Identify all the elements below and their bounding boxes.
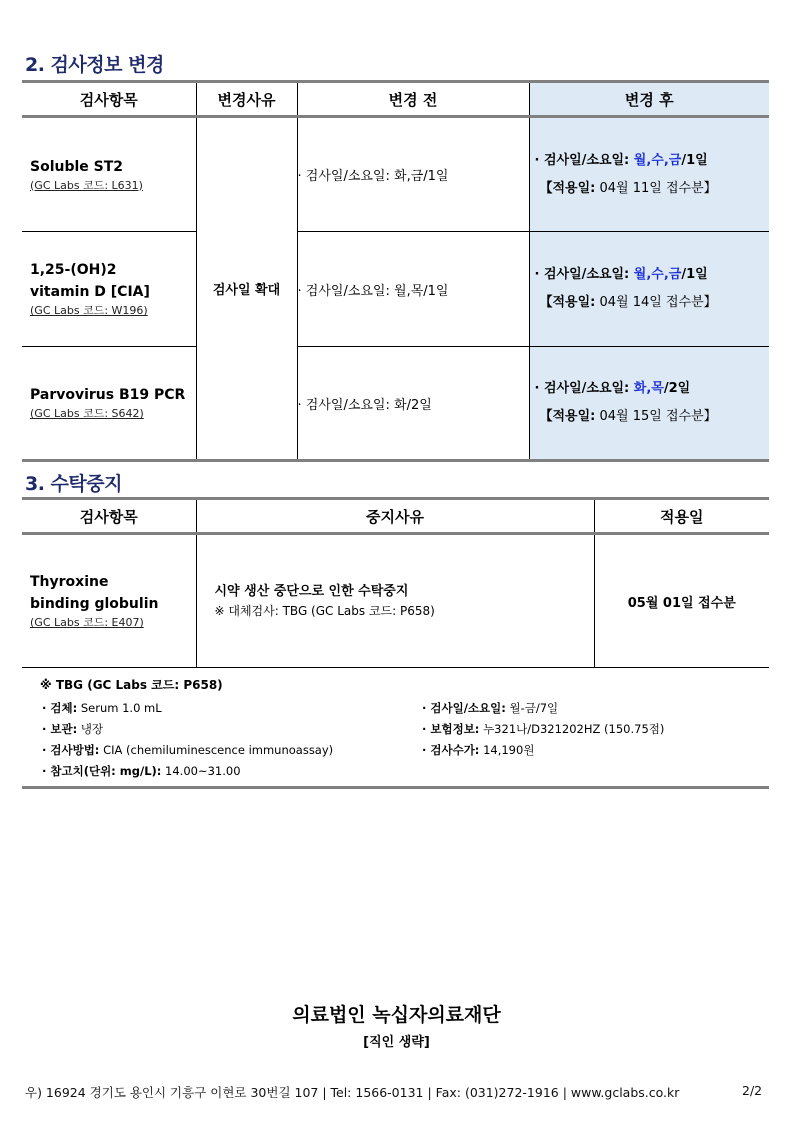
after-label: · 검사일/소요일: [534, 381, 634, 396]
note-label: · 검사수가: [422, 743, 480, 757]
note-value: CIA (chemiluminescence immunoassay) [99, 743, 334, 757]
table-row [22, 534, 769, 668]
after-days: 화,목 [633, 381, 664, 396]
change-info-table [22, 80, 769, 462]
header-suspend-reason: 중지사유 [196, 499, 594, 534]
test-name: Soluble ST2 [30, 158, 124, 175]
test-name: Thyroxine [30, 574, 109, 590]
note-specimen [42, 700, 162, 716]
test-item-cell [22, 232, 196, 347]
apply-value: 04월 15일 접수분】 [595, 409, 717, 424]
seal-note: [직인 생략] [363, 1035, 430, 1050]
apply-label: 【적용일: [539, 409, 596, 424]
note-value: 14,190원 [479, 743, 535, 757]
suspend-reason: 시약 생산 중단으로 인한 수탁중지 [214, 584, 409, 599]
apply-date [530, 178, 770, 200]
apply-value: 04월 14일 접수분】 [595, 295, 717, 310]
header-apply-date: 적용일 [594, 499, 769, 534]
test-code: (GC Labs 코드: W196) [30, 304, 148, 317]
test-item-cell [22, 117, 196, 232]
apply-value: 04월 11일 접수분】 [595, 180, 717, 196]
after-schedule [530, 378, 770, 400]
after-duration: /1일 [681, 267, 708, 282]
test-name-line2: vitamin D [CIA] [30, 284, 150, 300]
test-code: (GC Labs 코드: S642) [30, 407, 144, 420]
note-label: · 보관: [42, 722, 78, 736]
after-duration: /1일 [681, 152, 708, 168]
suspension-table [22, 497, 769, 668]
after-days: 월,수,금 [633, 267, 682, 282]
note-reference-range [42, 763, 241, 779]
note-value: Serum 1.0 mL [77, 701, 162, 715]
test-item-cell [22, 534, 196, 668]
tbg-info-note [22, 668, 769, 789]
footer-address: 우) 16924 경기도 용인시 기흥구 이현로 30번길 107 | Tel: 1566-0131 | Fax: (031)272-1916 | www.gclabs.co.kr [25, 1085, 680, 1100]
change-reason-cell: 검사일 확대 [196, 117, 297, 461]
before-cell: · 검사일/소요일: 화/2일 [297, 347, 529, 461]
header-before: 변경 전 [297, 82, 529, 117]
note-storage [42, 721, 103, 737]
suspend-reason-cell [196, 534, 594, 668]
note-label: · 검사방법: [42, 743, 100, 757]
table-row [22, 232, 769, 347]
test-code: (GC Labs 코드: L631) [30, 178, 143, 192]
note-value: 누321나/D321202HZ (150.75점) [479, 722, 665, 736]
table-header-row [22, 499, 769, 534]
after-duration: /2일 [663, 381, 691, 396]
note-value: 14.00~31.00 [161, 764, 241, 778]
tbg-note-title: ※ TBG (GC Labs 코드: P658) [40, 678, 223, 692]
after-schedule [530, 150, 770, 172]
note-label: · 검체: [42, 701, 78, 715]
section-2-title: 2. 검사정보 변경 [25, 54, 164, 76]
test-name: Parvovirus B19 PCR [30, 387, 186, 403]
table-row [22, 117, 769, 232]
section-3-title: 3. 수탁중지 [25, 473, 122, 495]
alternative-test: ※ 대체검사: TBG (GC Labs 코드: P658) [214, 604, 435, 618]
page-number: 2/2 [742, 1083, 763, 1098]
test-name: 1,25-(OH)2 [30, 262, 117, 278]
note-fee [422, 742, 534, 758]
header-test-item: 검사항목 [22, 499, 196, 534]
note-label: · 보험정보: [422, 722, 480, 736]
note-insurance [422, 721, 664, 737]
note-label: · 참고치(단위: mg/L): [42, 764, 162, 778]
after-cell [529, 347, 769, 461]
apply-label: 【적용일: [539, 180, 596, 196]
note-value: 냉장 [77, 722, 104, 736]
header-after: 변경 후 [529, 82, 769, 117]
after-label: · 검사일/소요일: [534, 267, 634, 282]
test-item-cell [22, 347, 196, 461]
note-schedule [422, 700, 558, 716]
test-code: (GC Labs 코드: E407) [30, 616, 144, 629]
after-label: · 검사일/소요일: [534, 152, 634, 168]
table-row [22, 347, 769, 461]
apply-date [530, 292, 770, 314]
note-label: · 검사일/소요일: [422, 701, 506, 715]
header-reason: 변경사유 [196, 82, 297, 117]
apply-date-cell: 05월 01일 접수분 [594, 534, 769, 668]
note-value: 월-금/7일 [505, 701, 559, 715]
apply-label: 【적용일: [539, 295, 596, 310]
note-method [42, 742, 333, 758]
after-cell [529, 232, 769, 347]
header-test-item: 검사항목 [22, 82, 196, 117]
before-cell: · 검사일/소요일: 화,금/1일 [297, 117, 529, 232]
organization-name: 의료법인 녹십자의료재단 [292, 1004, 501, 1026]
before-cell: · 검사일/소요일: 월,목/1일 [297, 232, 529, 347]
after-schedule [530, 264, 770, 286]
after-cell [529, 117, 769, 232]
table-header-row [22, 82, 769, 117]
test-name-line2: binding globulin [30, 596, 159, 612]
apply-date [530, 406, 770, 428]
after-days: 월,수,금 [633, 152, 682, 168]
